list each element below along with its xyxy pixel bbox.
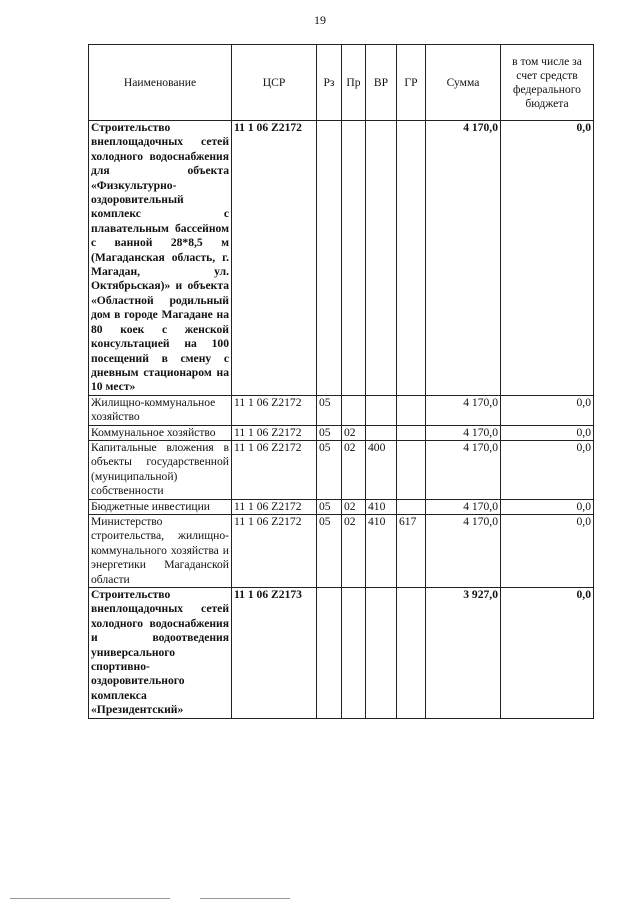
table-row (89, 588, 594, 719)
row-vr (366, 121, 397, 396)
row-name: Строительство внеплощадочных сетей холодного водоснабжения для объекта «Физкультурно-оздоровительный комплекс с плавательным бассейном с ванной 28*8,5 м (Магаданская область, г. Магадан, ул. Октябрьская)» и объекта «Областной родильный дом в городе Магадане на 80 коек с женской консультацией на 100 посещений в смену с дневным стационаром на 10 мест» (89, 121, 232, 396)
row-gr: 617 (397, 514, 426, 587)
row-rz: 05 (317, 395, 342, 425)
row-vr: 410 (366, 514, 397, 587)
row-csr: 11 1 06 Z2172 (232, 395, 317, 425)
header-name: Наименование (89, 45, 232, 121)
row-vr (366, 425, 397, 440)
scan-artifact-line (10, 898, 170, 899)
row-pr (342, 395, 366, 425)
table-row (89, 395, 594, 425)
header-gr: ГР (397, 45, 426, 121)
row-csr: 11 1 06 Z2172 (232, 514, 317, 587)
row-rz: 05 (317, 499, 342, 514)
header-pr: Пр (342, 45, 366, 121)
row-federal: 0,0 (501, 121, 594, 396)
row-federal: 0,0 (501, 588, 594, 719)
row-rz: 05 (317, 440, 342, 499)
row-csr: 11 1 06 Z2172 (232, 440, 317, 499)
budget-table (88, 44, 594, 719)
row-sum: 4 170,0 (426, 121, 501, 396)
row-name: Коммунальное хозяйство (89, 425, 232, 440)
row-rz: 05 (317, 514, 342, 587)
row-vr (366, 395, 397, 425)
row-name: Бюджетные инвестиции (89, 499, 232, 514)
row-gr (397, 395, 426, 425)
row-name: Жилищно-коммунальное хозяйство (89, 395, 232, 425)
row-csr: 11 1 06 Z2172 (232, 425, 317, 440)
row-pr (342, 121, 366, 396)
table-row (89, 499, 594, 514)
row-federal: 0,0 (501, 425, 594, 440)
row-sum: 4 170,0 (426, 395, 501, 425)
table-row (89, 514, 594, 587)
row-rz (317, 588, 342, 719)
row-vr (366, 588, 397, 719)
row-pr: 02 (342, 425, 366, 440)
row-name: Капитальные вложения в объекты государственной (муниципальной) собственности (89, 440, 232, 499)
row-name: Министерство строительства, жилищно-коммунального хозяйства и энергетики Магаданской области (89, 514, 232, 587)
row-name: Строительство внеплощадочных сетей холодного водоснабжения и водоотведения универсального спортивно-оздоровительного комплекса «Президентский» (89, 588, 232, 719)
header-vr: ВР (366, 45, 397, 121)
row-pr: 02 (342, 499, 366, 514)
row-gr (397, 588, 426, 719)
table-row (89, 121, 594, 396)
row-pr: 02 (342, 440, 366, 499)
row-rz: 05 (317, 425, 342, 440)
row-csr: 11 1 06 Z2172 (232, 499, 317, 514)
row-pr: 02 (342, 514, 366, 587)
row-sum: 4 170,0 (426, 499, 501, 514)
header-sum: Сумма (426, 45, 501, 121)
row-sum: 3 927,0 (426, 588, 501, 719)
row-federal: 0,0 (501, 499, 594, 514)
row-gr (397, 121, 426, 396)
table-row (89, 425, 594, 440)
row-csr: 11 1 06 Z2172 (232, 121, 317, 396)
row-vr: 400 (366, 440, 397, 499)
row-federal: 0,0 (501, 514, 594, 587)
row-csr: 11 1 06 Z2173 (232, 588, 317, 719)
table-row (89, 440, 594, 499)
row-sum: 4 170,0 (426, 425, 501, 440)
header-rz: Рз (317, 45, 342, 121)
row-rz (317, 121, 342, 396)
page-number: 19 (314, 13, 326, 27)
header-csr: ЦСР (232, 45, 317, 121)
row-sum: 4 170,0 (426, 440, 501, 499)
row-federal: 0,0 (501, 395, 594, 425)
scan-artifact-line (200, 898, 290, 899)
row-federal: 0,0 (501, 440, 594, 499)
row-sum: 4 170,0 (426, 514, 501, 587)
row-vr: 410 (366, 499, 397, 514)
row-gr (397, 499, 426, 514)
row-gr (397, 440, 426, 499)
header-federal: в том числе за счет средств федерального бюджета (501, 45, 594, 121)
row-pr (342, 588, 366, 719)
table-header-row (89, 45, 594, 121)
row-gr (397, 425, 426, 440)
